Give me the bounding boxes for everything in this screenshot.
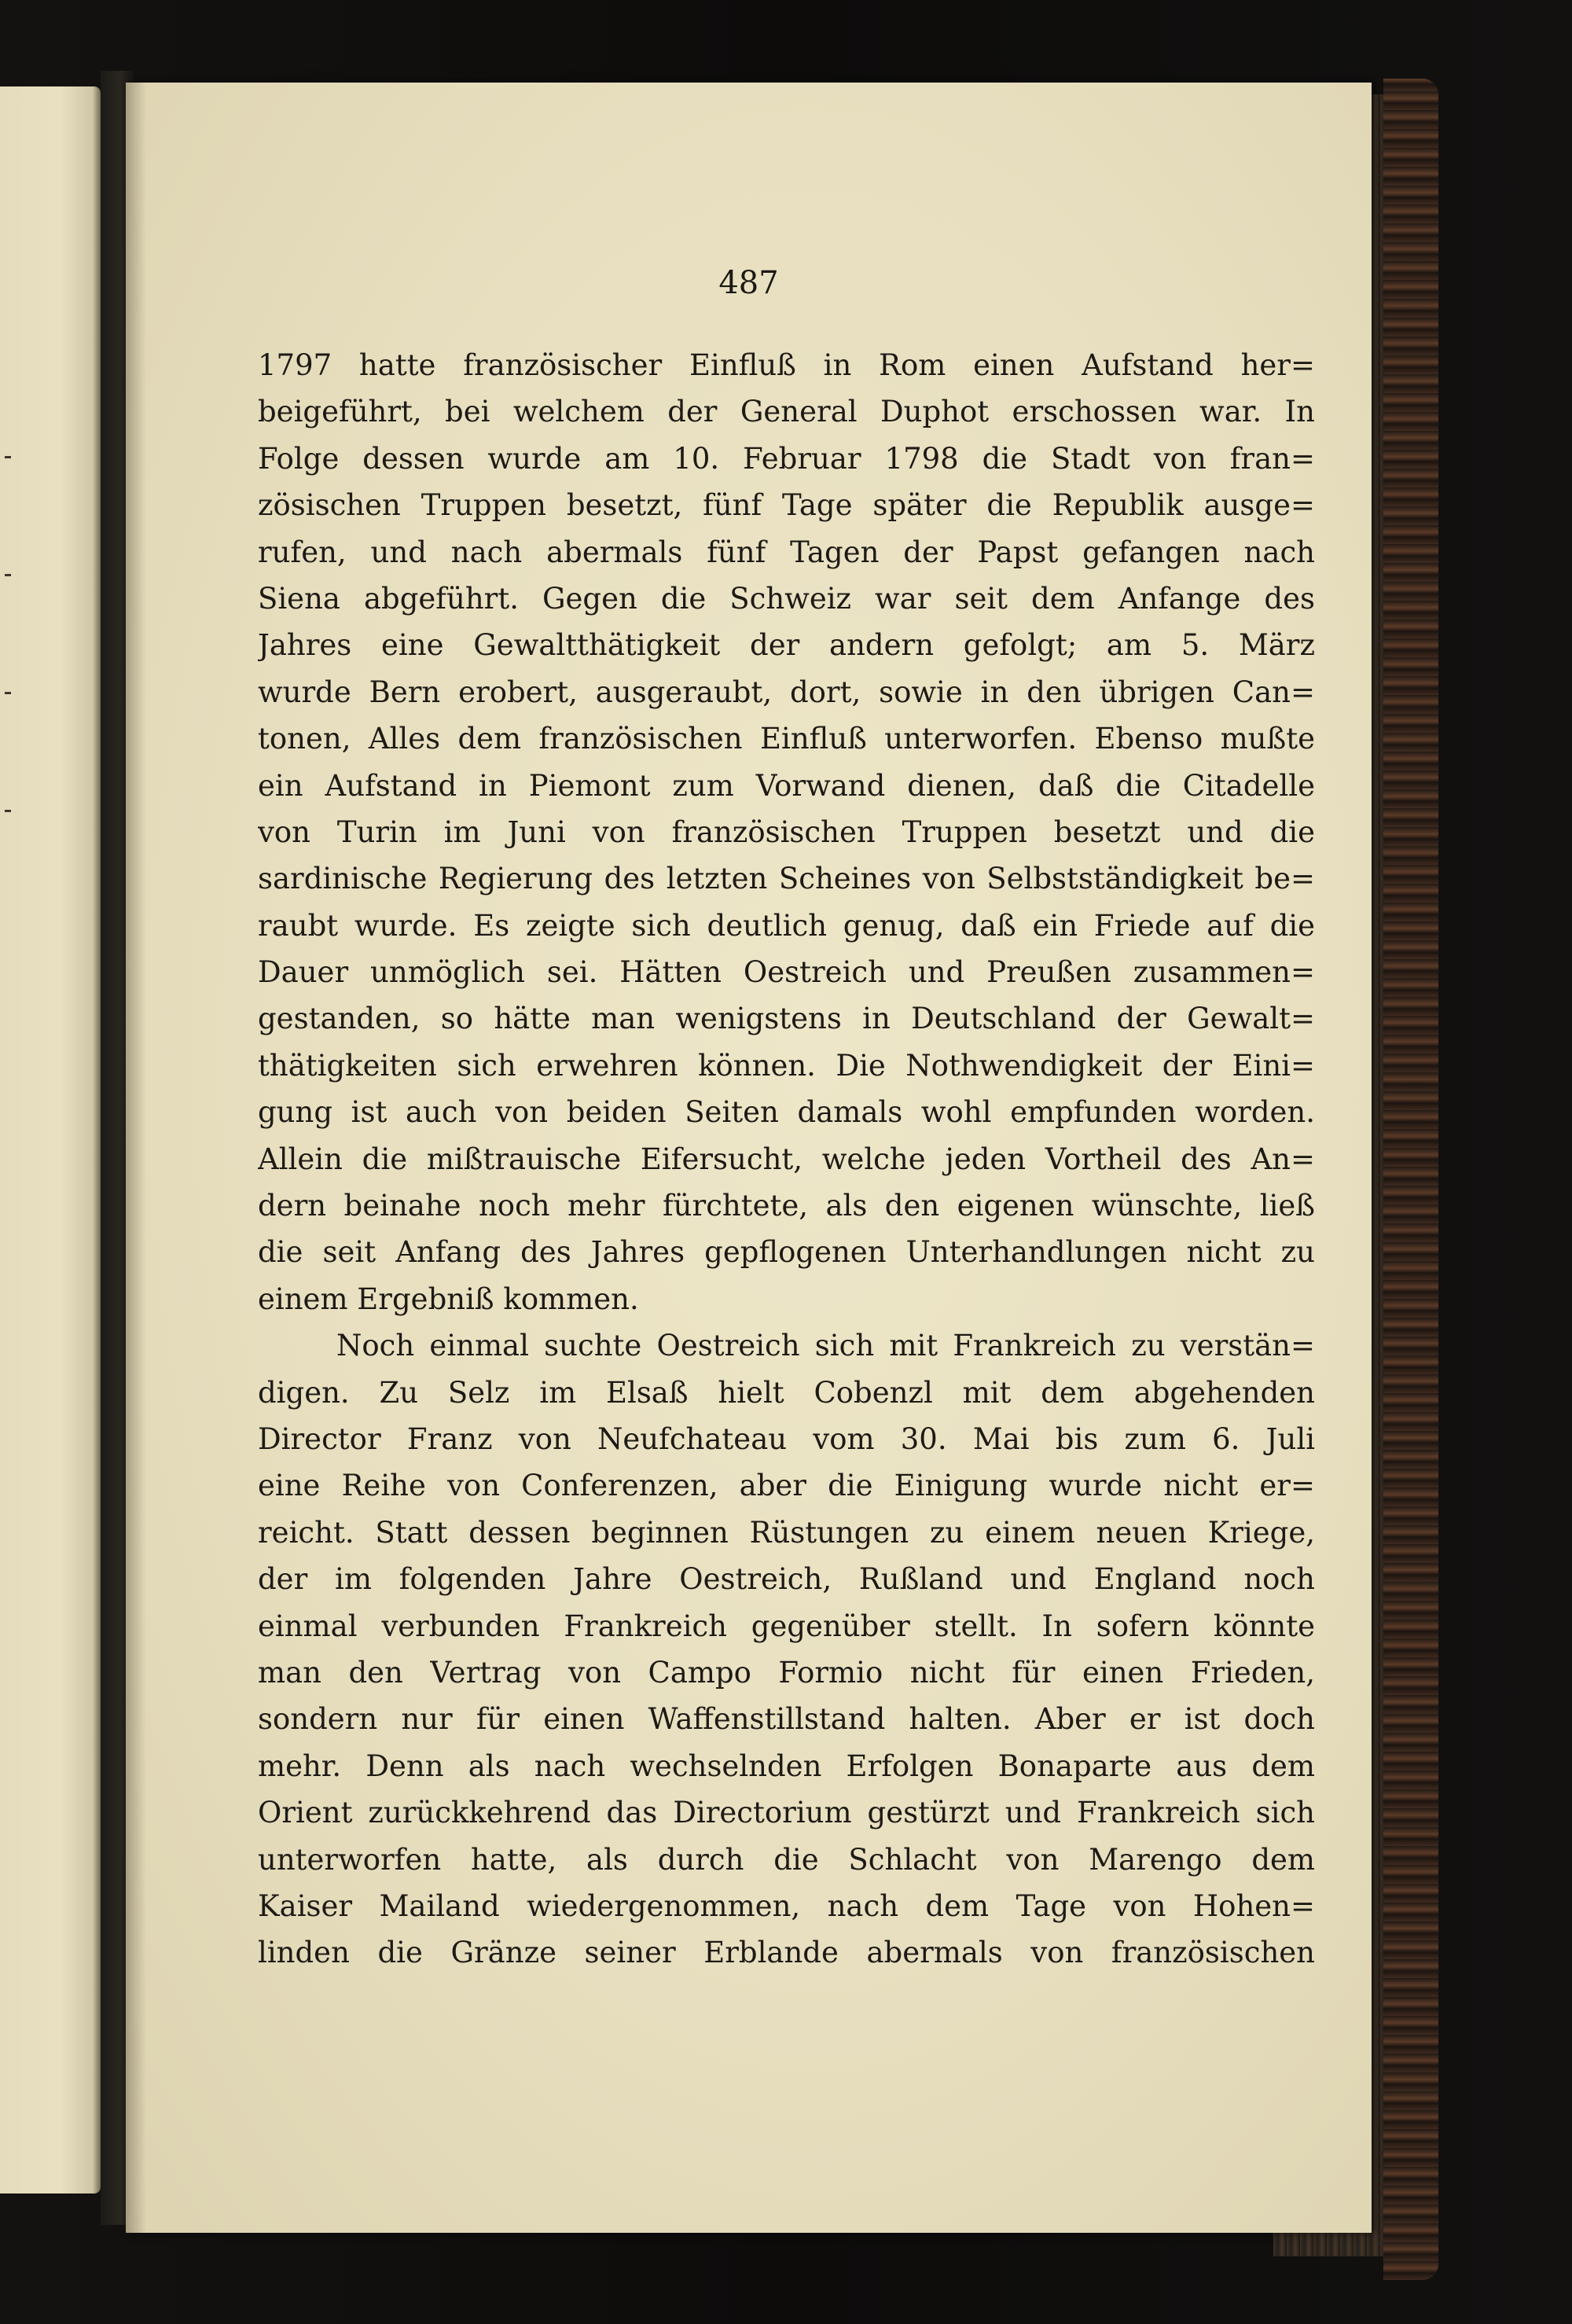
text-line: beigeführt, bei welchem der General Duphot erschossen war. In: [258, 395, 1315, 429]
text-line: Jahres eine Gewaltthätigkeit der andern gefolgt; am 5. März: [258, 628, 1315, 663]
text-line: zösischen Truppen besetzt, fünf Tage später die Republik ausge=: [258, 488, 1315, 523]
text-line: ein Aufstand in Piemont zum Vorwand dienen, daß die Citadelle: [258, 768, 1315, 803]
text-line: reicht. Statt dessen beginnen Rüstungen zu einem neuen Kriege,: [258, 1515, 1315, 1550]
text-line: einmal verbunden Frankreich gegenüber stellt. In sofern könnte: [258, 1609, 1315, 1643]
text-line: dern beinahe noch mehr fürchtete, als den eigenen wünschte, ließ: [258, 1189, 1315, 1223]
text-line: der im folgenden Jahre Oestreich, Rußland und England noch: [258, 1562, 1315, 1597]
left-page-edge: [0, 86, 101, 2193]
text-line: gung ist auch von beiden Seiten damals wohl empfunden worden.: [258, 1095, 1315, 1130]
text-line: digen. Zu Selz im Elsaß hielt Cobenzl mit dem abgehenden: [258, 1375, 1315, 1410]
page-number: 487: [718, 265, 779, 301]
text-line: Orient zurückkehrend das Directorium gestürzt und Frankreich sich: [258, 1796, 1315, 1830]
text-line: eine Reihe von Conferenzen, aber die Einigung wurde nicht er=: [258, 1469, 1315, 1503]
text-line: linden die Gränze seiner Erblande abermals von französischen: [258, 1936, 1315, 1970]
text-line: rufen, und nach abermals fünf Tagen der Papst gefangen nach: [258, 535, 1315, 569]
text-line: tonen, Alles dem französischen Einfluß unterworfen. Ebenso mußte: [258, 722, 1315, 756]
text-line: 1797 hatte französischer Einfluß in Rom einen Aufstand her=: [258, 348, 1315, 382]
text-line: Folge dessen wurde am 10. Februar 1798 die Stadt von fran=: [258, 441, 1315, 476]
text-line: unterworfen hatte, als durch die Schlacht von Marengo dem: [258, 1842, 1315, 1877]
text-line: einem Ergebniß kommen.: [258, 1282, 639, 1316]
text-line: wurde Bern erobert, ausgeraubt, dort, sowie in den übrigen Can=: [258, 675, 1315, 709]
text-line: die seit Anfang des Jahres gepflogenen Unterhandlungen nicht zu: [258, 1235, 1315, 1270]
marbled-cover-edge: [1383, 79, 1438, 2280]
text-line: mehr. Denn als nach wechselnden Erfolgen Bonaparte aus dem: [258, 1749, 1315, 1783]
text-line: Kaiser Mailand wiedergenommen, nach dem Tage von Hohen=: [258, 1888, 1315, 1923]
text-line: Allein die mißtrauische Eifersucht, welche jeden Vortheil des An=: [258, 1142, 1315, 1176]
text-line: sardinische Regierung des letzten Scheines von Selbstständigkeit be=: [258, 862, 1315, 896]
body-text: [258, 342, 1315, 1977]
text-line: Director Franz von Neufchateau vom 30. Mai bis zum 6. Juli: [258, 1421, 1315, 1456]
right-page: [126, 83, 1372, 2233]
text-line: Noch einmal suchte Oestreich sich mit Frankreich zu verstän=: [336, 1329, 1315, 1363]
left-page-marks: [5, 456, 13, 896]
text-line: man den Vertrag von Campo Formio nicht für einen Frieden,: [258, 1655, 1315, 1690]
text-line: Siena abgeführt. Gegen die Schweiz war seit dem Anfange des: [258, 581, 1315, 616]
text-line: sondern nur für einen Waffenstillstand halten. Aber er ist doch: [258, 1702, 1315, 1737]
text-line: Dauer unmöglich sei. Hätten Oestreich und Preußen zusammen=: [258, 955, 1315, 990]
text-line: thätigkeiten sich erwehren können. Die Nothwendigkeit der Eini=: [258, 1048, 1315, 1083]
text-line: raubt wurde. Es zeigte sich deutlich genug, daß ein Friede auf die: [258, 908, 1315, 943]
text-line: von Turin im Juni von französischen Truppen besetzt und die: [258, 815, 1315, 849]
text-line: gestanden, so hätte man wenigstens in Deutschland der Gewalt=: [258, 1002, 1315, 1036]
